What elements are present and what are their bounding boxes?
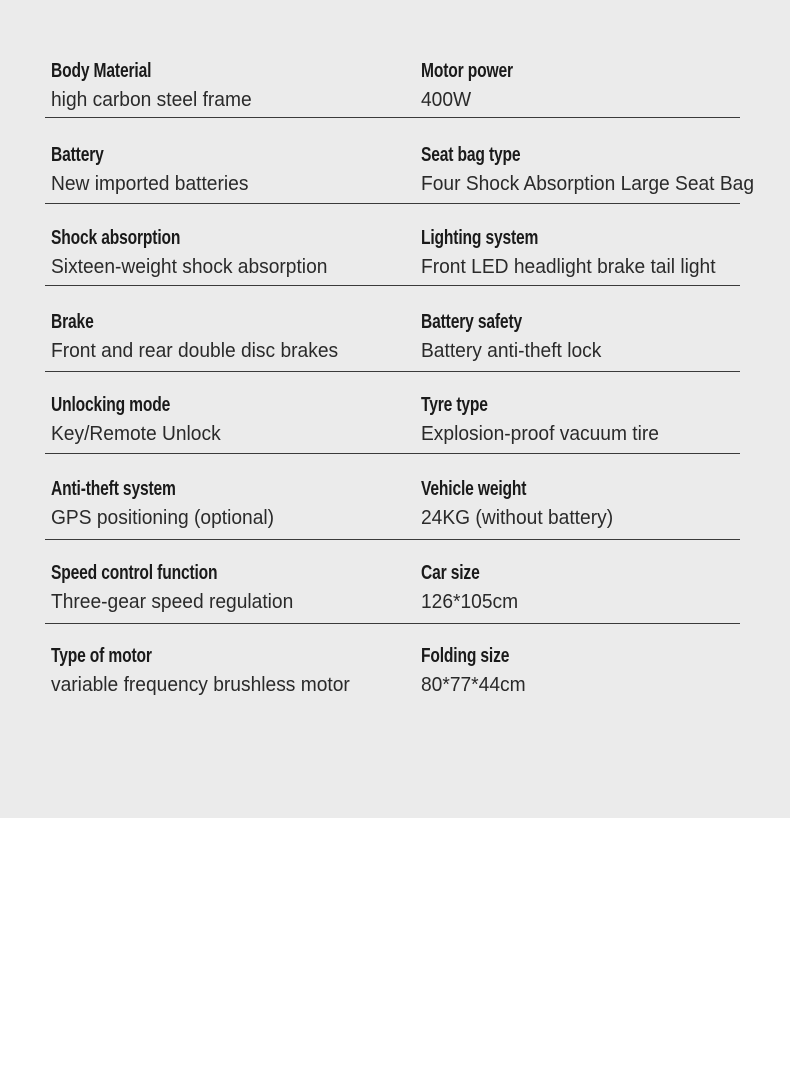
spec-label: Lighting system — [421, 227, 539, 249]
row-divider — [45, 539, 740, 540]
row-divider — [45, 623, 740, 624]
spec-label: Vehicle weight — [421, 478, 527, 500]
spec-row — [0, 478, 790, 562]
spec-value: New imported batteries — [51, 173, 249, 195]
spec-value: 24KG (without battery) — [421, 507, 614, 529]
spec-label: Speed control function — [51, 562, 218, 584]
spec-value: high carbon steel frame — [51, 89, 252, 111]
spec-value: Three-gear speed regulation — [51, 591, 294, 613]
spec-row — [0, 60, 790, 144]
spec-value: GPS positioning (optional) — [51, 507, 275, 529]
spec-row — [0, 144, 790, 228]
spec-label: Motor power — [421, 60, 513, 82]
spec-label: Anti-theft system — [51, 478, 176, 500]
row-divider — [45, 203, 740, 204]
spec-value: 80*77*44cm — [421, 674, 526, 696]
spec-label: Brake — [51, 311, 94, 333]
spec-row — [0, 227, 790, 311]
spec-value: Four Shock Absorption Large Seat Bag — [421, 173, 755, 195]
spec-row — [0, 394, 790, 478]
spec-value: 126*105cm — [421, 591, 519, 613]
spec-row — [0, 562, 790, 646]
row-divider — [45, 371, 740, 372]
spec-value: Front and rear double disc brakes — [51, 340, 339, 362]
row-divider — [45, 285, 740, 286]
spec-value: Sixteen-weight shock absorption — [51, 256, 328, 278]
spec-label: Car size — [421, 562, 480, 584]
row-divider — [45, 453, 740, 454]
spec-value: Battery anti-theft lock — [421, 340, 602, 362]
spec-label: Battery safety — [421, 311, 523, 333]
spec-value: Key/Remote Unlock — [51, 423, 221, 445]
spec-label: Seat bag type — [421, 144, 521, 166]
spec-value: Explosion-proof vacuum tire — [421, 423, 659, 445]
spec-label: Battery — [51, 144, 104, 166]
blank-area — [0, 818, 790, 1075]
spec-value: 400W — [421, 89, 472, 111]
spec-label: Tyre type — [421, 394, 488, 416]
spec-label: Type of motor — [51, 645, 152, 667]
spec-label: Unlocking mode — [51, 394, 171, 416]
spec-label: Folding size — [421, 645, 510, 667]
spec-row — [0, 311, 790, 395]
spec-row — [0, 645, 790, 729]
spec-value: Front LED headlight brake tail light — [421, 256, 716, 278]
row-divider — [45, 117, 740, 118]
spec-value: variable frequency brushless motor — [51, 674, 350, 696]
spec-label: Shock absorption — [51, 227, 181, 249]
spec-label: Body Material — [51, 60, 152, 82]
